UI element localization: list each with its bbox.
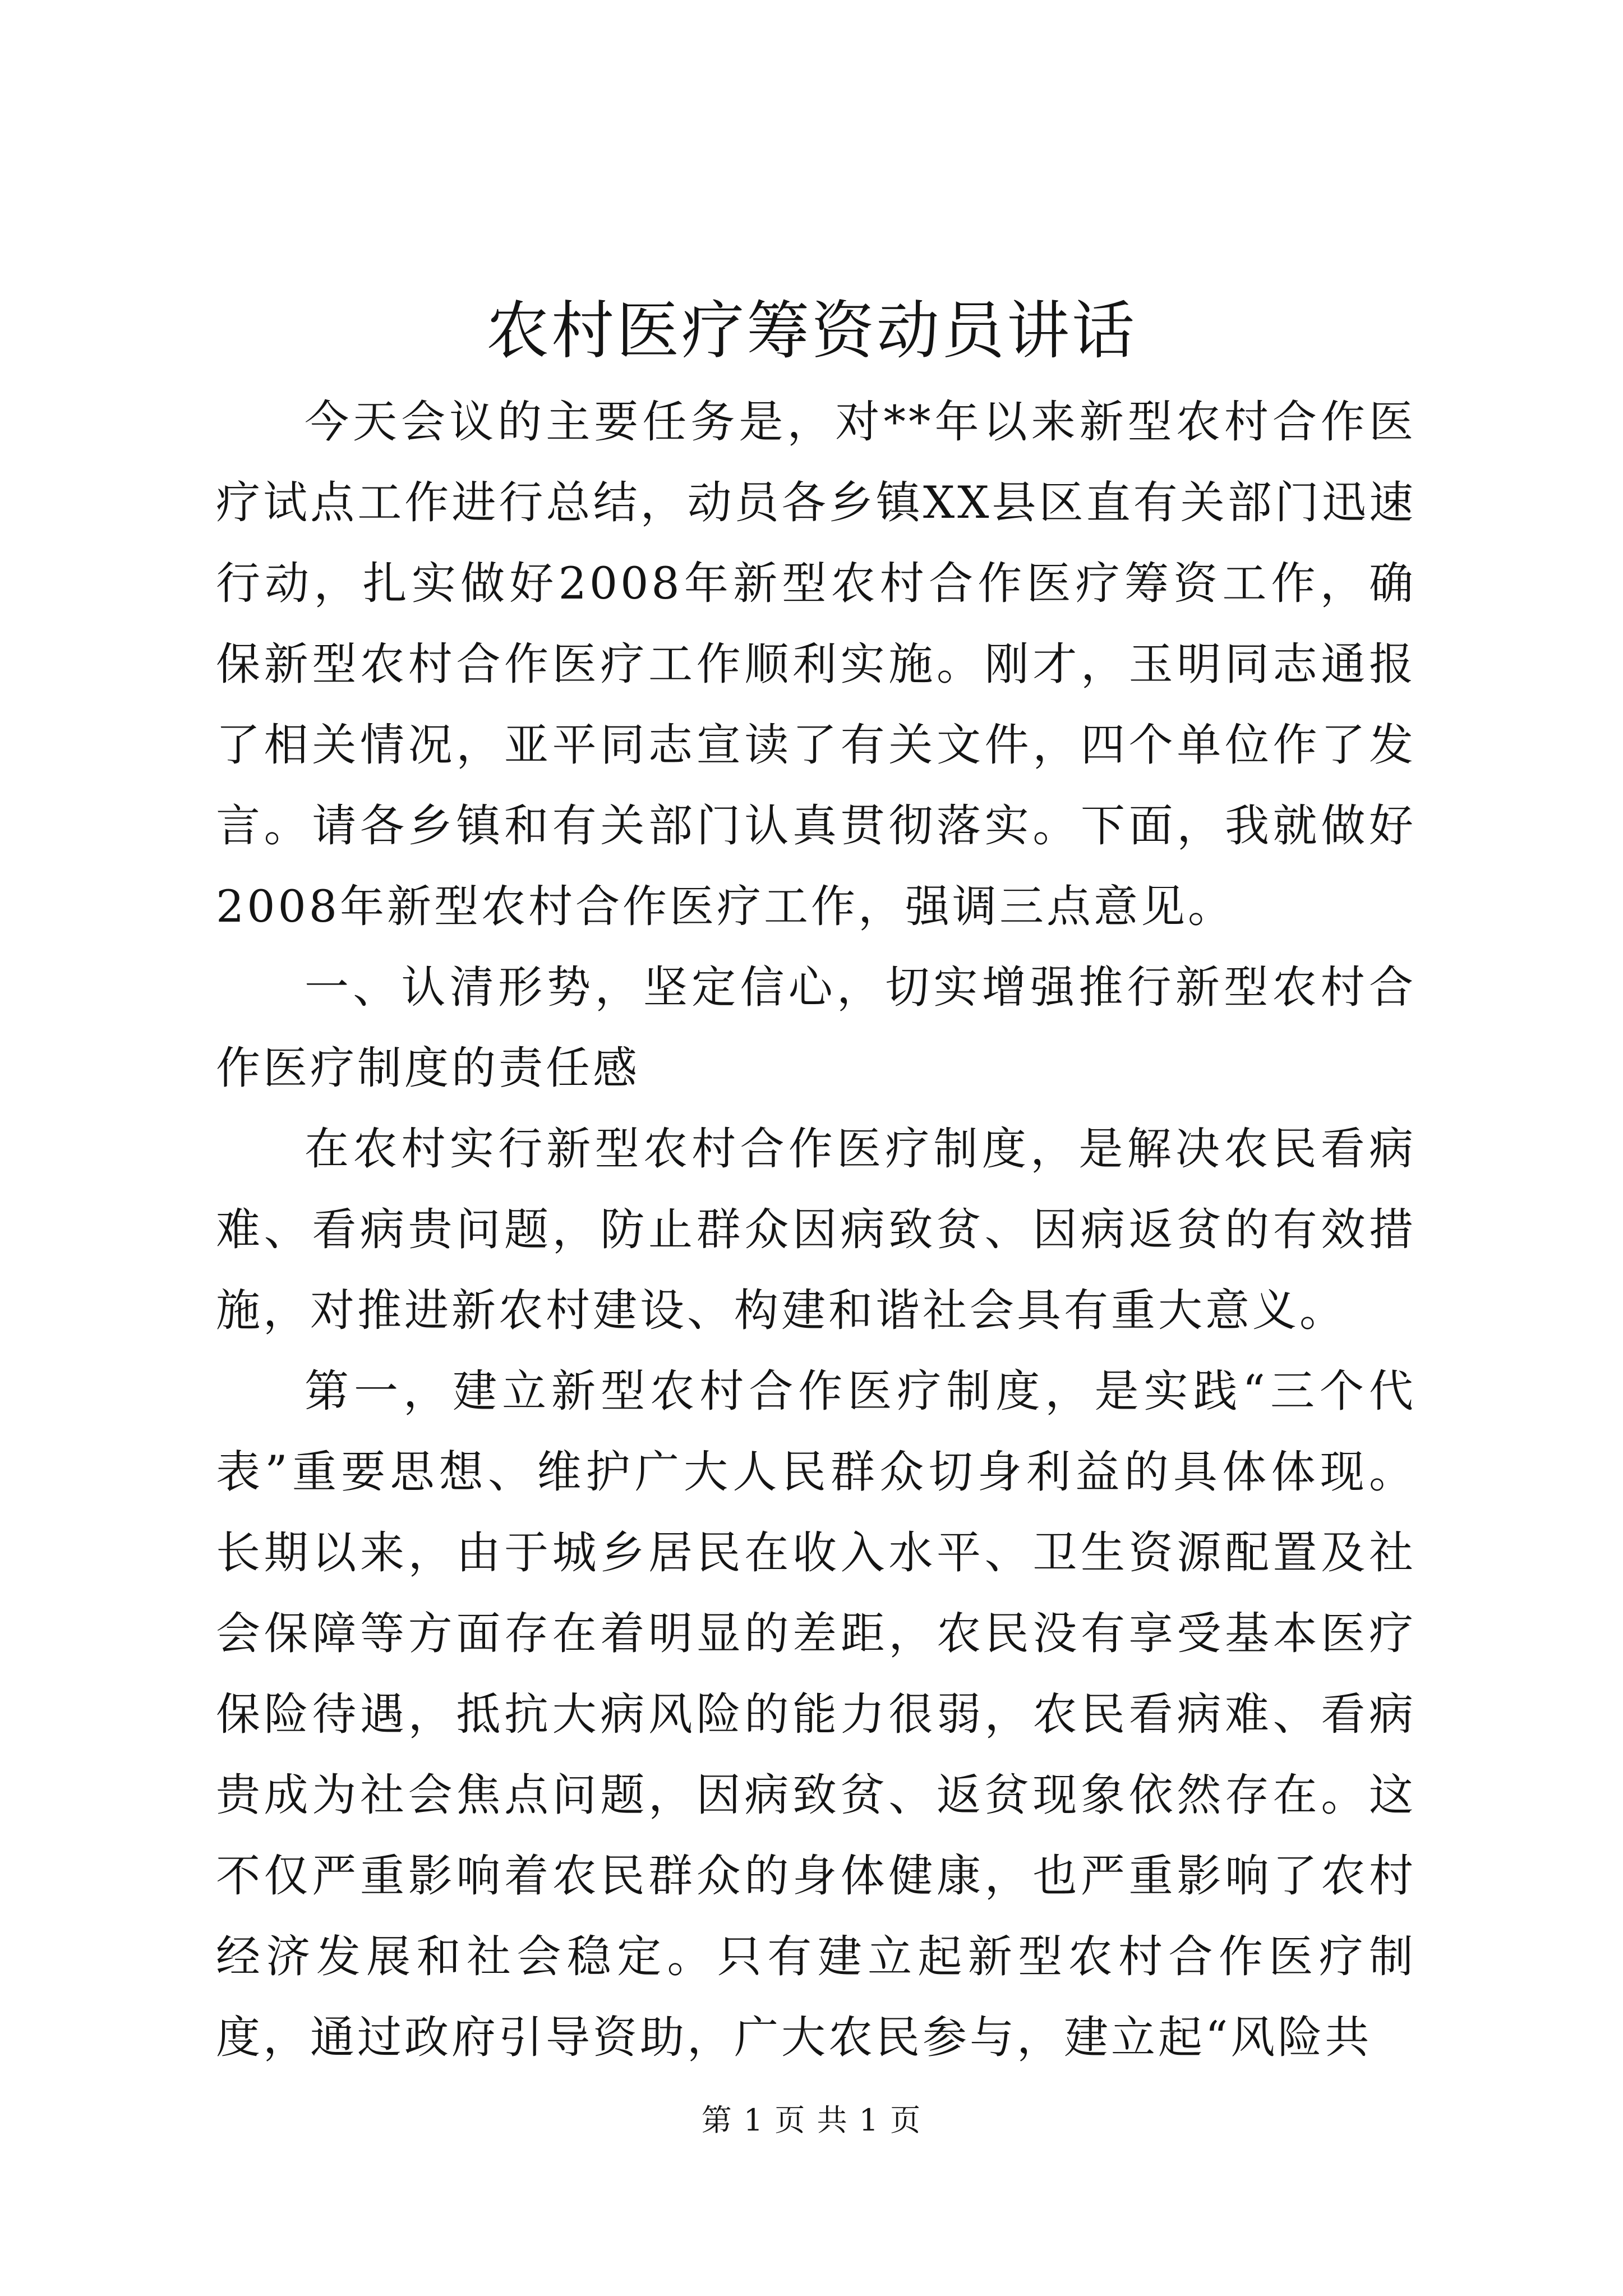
page-footer: 第 1 页 共 1 页	[701, 2102, 922, 2138]
paragraph-significance: 在农村实行新型农村合作医疗制度，是解决农民看病难、看病贵问题，防止群众因病致贫、因病返贫的有效措施，对推进新农村建设、构建和谐社会具有重大意义。	[216, 1123, 1416, 1336]
document-body	[216, 381, 1416, 2078]
section-heading-1: 一、认清形势，坚定信心，切实增强推行新型农村合作医疗制度的责任感	[216, 961, 1416, 1094]
paragraph-first-point: 第一，建立新型农村合作医疗制度，是实践“三个代表”重要思想、维护广大人民群众切身利益的具体体现。长期以来，由于城乡居民在收入水平、卫生资源配置及社会保障等方面存在着明显的差距，农民没有享受基本医疗保险待遇，抵抗大病风险的能力很弱，农民看病难、看病贵成为社会焦点问题，因病致贫、返贫现象依然存在。这不仅严重影响着农民群众的身体健康，也严重影响了农村经济发展和社会稳定。只有建立起新型农村合作医疗制度，通过政府引导资助，广大农民参与，建立起“风险共	[216, 1365, 1416, 2063]
document-title: 农村医疗筹资动员讲话	[486, 295, 1137, 367]
paragraph-intro: 今天会议的主要任务是，对**年以来新型农村合作医疗试点工作进行总结，动员各乡镇XX县区直有关部门迅速行动，扎实做好2008年新型农村合作医疗筹资工作，确保新型农村合作医疗工作顺利实施。刚才，玉明同志通报了相关情况，亚平同志宣读了有关文件，四个单位作了发言。请各乡镇和有关部门认真贯彻落实。下面，我就做好2008年新型农村合作医疗工作，强调三点意见。	[216, 396, 1416, 932]
